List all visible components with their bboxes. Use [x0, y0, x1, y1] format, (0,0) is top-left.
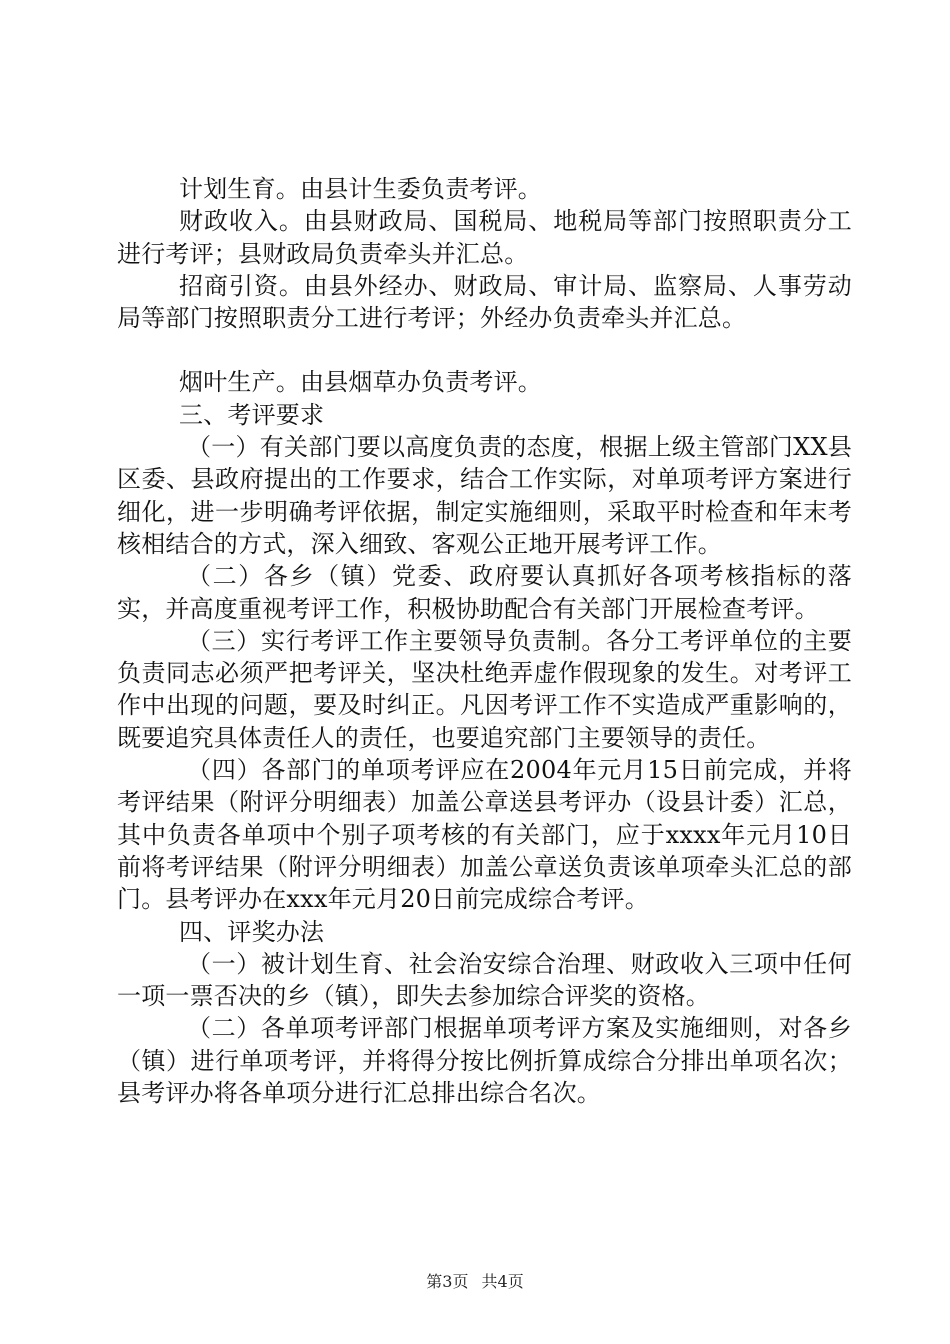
document-body [117, 173, 852, 1109]
section-heading-awards: 四、评奖办法 [179, 917, 325, 946]
page-number: 第3页 [426, 1272, 469, 1291]
paragraph-requirement-3: （三）实行考评工作主要领导负责制。各分工考评单位的主要负责同志必须严把考评关，坚决杜绝弄虚作假现象的发生。对考评工作中出现的问题，要及时纠正。凡因考评工作不实造成严重影响的，既要追究具体责任人的责任，也要追究部门主要领导的责任。 [117, 626, 852, 752]
paragraph-award-1: （一）被计划生育、社会治安综合治理、财政收入三项中任何一项一票否决的乡（镇），即失去参加综合评奖的资格。 [117, 949, 852, 1011]
paragraph-requirement-1: （一）有关部门要以高度负责的态度，根据上级主管部门XX县区委、县政府提出的工作要求，结合工作实际，对单项考评方案进行细化，进一步明确考评依据，制定实施细则，采取平时检查和年末考核相结合的方式，深入细致、客观公正地开展考评工作。 [117, 433, 852, 558]
page-footer [0, 1272, 950, 1292]
paragraph-investment-attraction: 招商引资。由县外经办、财政局、审计局、监察局、人事劳动局等部门按照职责分工进行考评；外经办负责牵头并汇总。 [117, 271, 852, 333]
paragraph-requirement-2: （二）各乡（镇）党委、政府要认真抓好各项考核指标的落实，并高度重视考评工作，积极协助配合有关部门开展检查考评。 [117, 562, 852, 623]
paragraph-requirement-4: （四）各部门的单项考评应在2004年元月15日前完成，并将考评结果（附评分明细表）加盖公章送县考评办（设县计委）汇总，其中负责各单项中个别子项考核的有关部门，应于xxxx年元月10日前将考评结果（附评分明细表）加盖公章送负责该单项牵头汇总的部门。县考评办在xxx年元月20日前完成综合考评。 [117, 756, 852, 914]
paragraph-award-2: （二）各单项考评部门根据单项考评方案及实施细则，对各乡（镇）进行单项考评，并将得分按比例折算成综合分排出单项名次；县考评办将各单项分进行汇总排出综合名次。 [117, 1014, 852, 1108]
paragraph-gap [117, 334, 852, 366]
section-heading-requirements: 三、考评要求 [179, 400, 325, 429]
paragraph-fiscal-revenue: 财政收入。由县财政局、国税局、地税局等部门按照职责分工进行考评；县财政局负责牵头并汇总。 [117, 207, 852, 268]
paragraph-tobacco-production: 烟叶生产。由县烟草办负责考评。 [179, 368, 542, 397]
paragraph-family-planning: 计划生育。由县计生委负责考评。 [179, 175, 542, 203]
page-total: 共4页 [481, 1272, 524, 1291]
